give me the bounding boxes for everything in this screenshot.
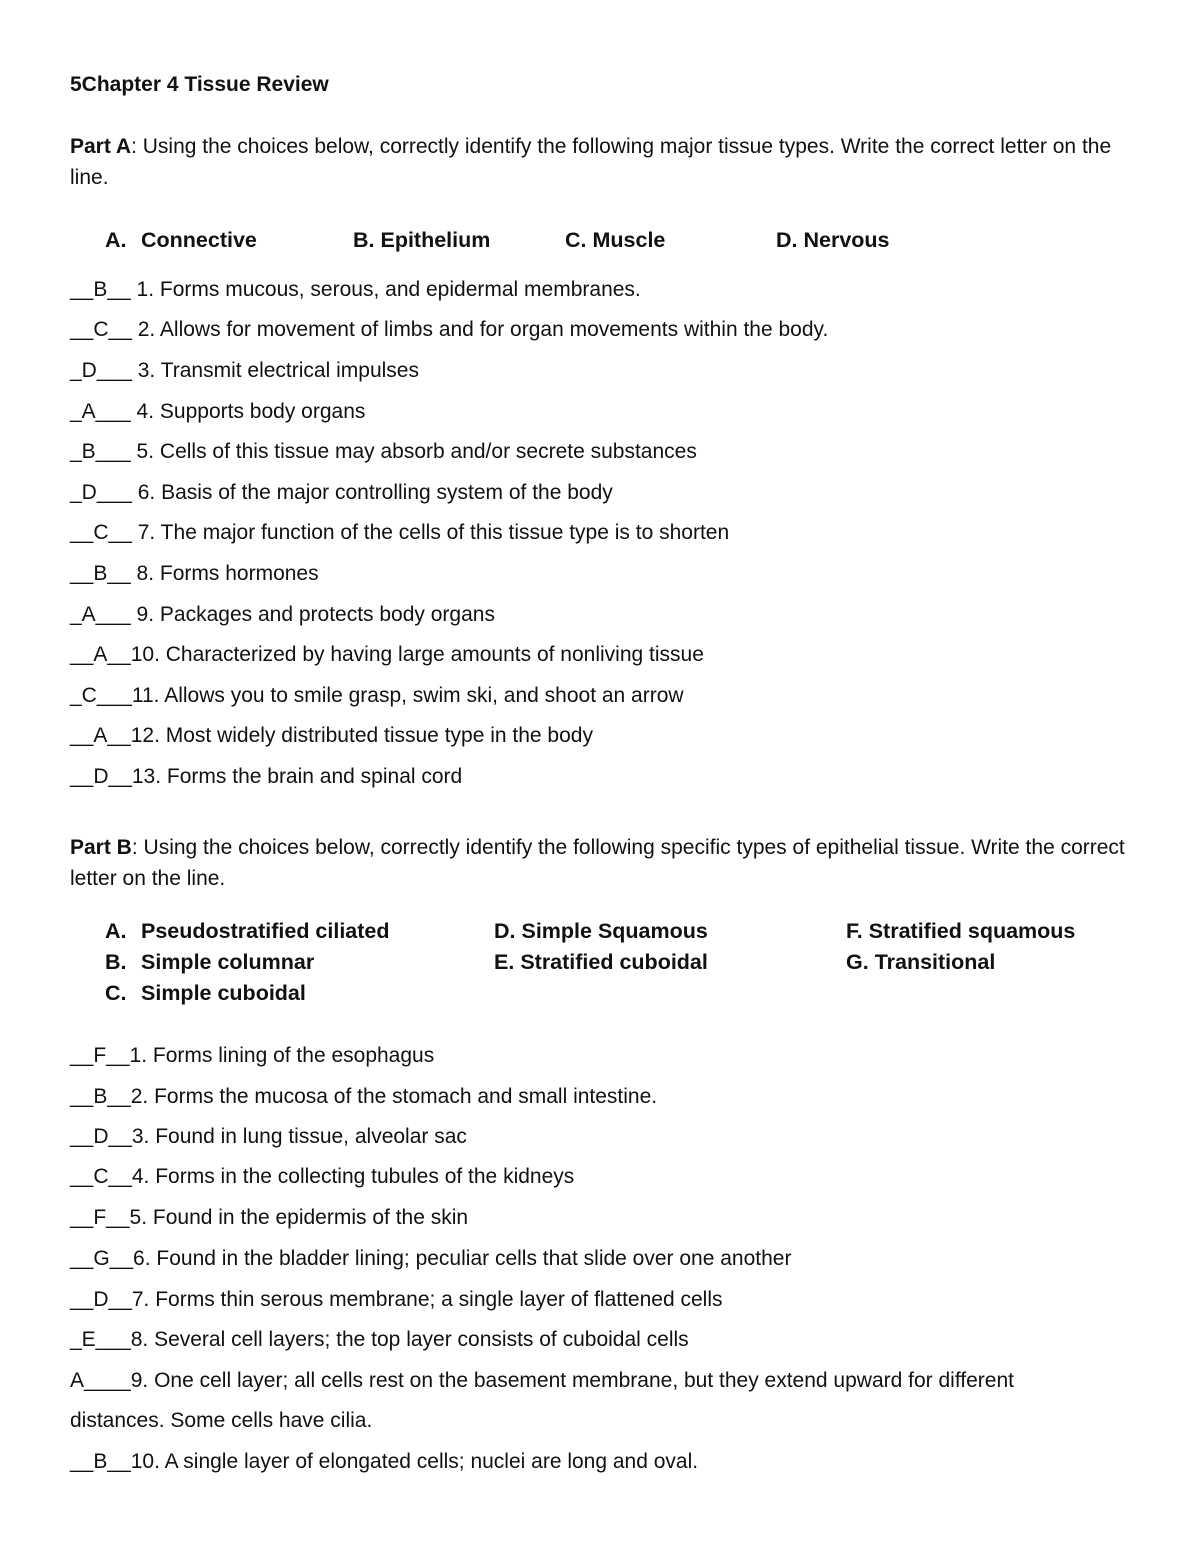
part-b-label: Part B: [70, 836, 132, 859]
part-a-item: __B__ 8. Forms hormones: [70, 562, 319, 585]
part-b-item: __G__6. Found in the bladder lining; peculiar cells that slide over one another: [70, 1247, 792, 1270]
part-b-item: __B__2. Forms the mucosa of the stomach and small intestine.: [70, 1085, 658, 1108]
part-b-item: __F__1. Forms lining of the esophagus: [70, 1044, 435, 1067]
part-b-instructions-text: : Using the choices below, correctly identify the following specific types of epithelial tissue. Write the correct letter on the line.: [70, 836, 1125, 890]
choice-text: Simple columnar: [141, 950, 315, 974]
choice-letter: D.: [776, 228, 798, 252]
part-a-item: __C__ 7. The major function of the cells of this tissue type is to shorten: [70, 521, 730, 544]
part-a-choice: [565, 228, 665, 253]
part-a-instructions-text: : Using the choices below, correctly identify the following major tissue types. Write the correct letter on the line.: [70, 135, 1112, 189]
part-a-choice: [353, 228, 490, 253]
part-b-item: __D__7. Forms thin serous membrane; a single layer of flattened cells: [70, 1288, 723, 1311]
part-a-item: _B___ 5. Cells of this tissue may absorb and/or secrete substances: [70, 440, 697, 463]
choice-letter: C.: [565, 228, 587, 252]
page-title: 5Chapter 4 Tissue Review: [70, 73, 329, 96]
choice-text: Connective: [141, 228, 257, 252]
part-b-instructions: [70, 832, 1130, 894]
choice-text: Simple cuboidal: [141, 981, 306, 1005]
choice-letter: D.: [494, 919, 516, 943]
choice-letter: A.: [105, 919, 127, 943]
part-b-item: __D__3. Found in lung tissue, alveolar sac: [70, 1125, 467, 1148]
part-a-item: __A__10. Characterized by having large amounts of nonliving tissue: [70, 643, 704, 666]
part-a-choice: [105, 228, 257, 253]
part-b-choice: [105, 950, 314, 975]
choice-letter: C.: [105, 981, 127, 1005]
part-a-item: __C__ 2. Allows for movement of limbs and for organ movements within the body.: [70, 318, 829, 341]
part-b-choice: [105, 981, 306, 1006]
choice-letter: B.: [353, 228, 375, 252]
part-a-item: __D__13. Forms the brain and spinal cord: [70, 765, 463, 788]
choice-text: Transitional: [874, 950, 996, 974]
choice-letter: E.: [494, 950, 515, 974]
part-a-item: _A___ 4. Supports body organs: [70, 400, 366, 423]
part-a-item: _D___ 6. Basis of the major controlling system of the body: [70, 481, 613, 504]
part-b-item: _E___8. Several cell layers; the top layer consists of cuboidal cells: [70, 1328, 689, 1351]
choice-letter: F.: [846, 919, 863, 943]
choice-text: Nervous: [803, 228, 890, 252]
choice-text: Muscle: [592, 228, 666, 252]
part-a-item: _A___ 9. Packages and protects body organs: [70, 603, 495, 626]
part-b-item: __C__4. Forms in the collecting tubules of the kidneys: [70, 1165, 575, 1188]
part-a-label: Part A: [70, 135, 132, 158]
choice-letter: B.: [105, 950, 127, 974]
part-b-choice: [846, 950, 995, 975]
part-a-item: _D___ 3. Transmit electrical impulses: [70, 359, 419, 382]
part-a-choice: [776, 228, 890, 253]
part-b-choice: [494, 919, 708, 944]
part-a-item: __A__12. Most widely distributed tissue type in the body: [70, 724, 593, 747]
part-b-choice: [494, 950, 708, 975]
choice-letter: G.: [846, 950, 869, 974]
part-b-item: __B__10. A single layer of elongated cells; nuclei are long and oval.: [70, 1450, 699, 1473]
choice-text: Pseudostratified ciliated: [141, 919, 390, 943]
choice-text: Stratified cuboidal: [520, 950, 708, 974]
choice-text: Stratified squamous: [868, 919, 1076, 943]
part-b-choice: [105, 919, 390, 944]
part-b-item: A____9. One cell layer; all cells rest on the basement membrane, but they extend upward for different: [70, 1369, 1014, 1392]
part-b-item: __F__5. Found in the epidermis of the skin: [70, 1206, 469, 1229]
part-a-item: __B__ 1. Forms mucous, serous, and epidermal membranes.: [70, 278, 641, 301]
part-a-instructions: [70, 131, 1130, 193]
part-a-item: _C___11. Allows you to smile grasp, swim ski, and shoot an arrow: [70, 684, 684, 707]
part-b-item-continued: distances. Some cells have cilia.: [70, 1409, 373, 1432]
choice-text: Simple Squamous: [521, 919, 708, 943]
choice-letter: A.: [105, 228, 127, 252]
choice-text: Epithelium: [380, 228, 491, 252]
part-b-choice: [846, 919, 1075, 944]
